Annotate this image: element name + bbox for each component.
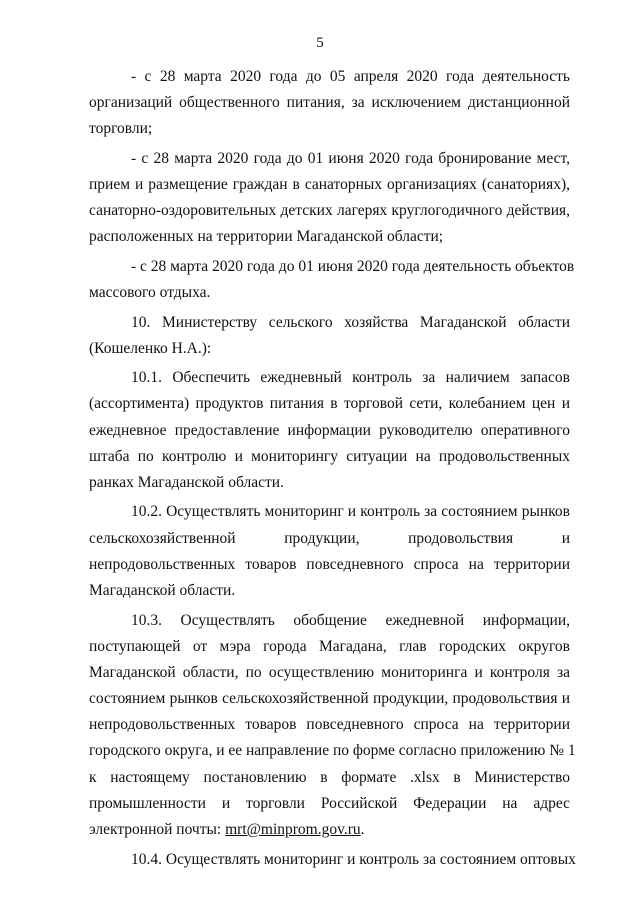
text-line: 10.1. Обеспечить ежедневный контроль за наличием запасов: [131, 369, 570, 387]
text-line: 10.2. Осуществлять мониторинг и контроль за состоянием рынков: [131, 503, 570, 521]
page-number: 5: [316, 35, 324, 51]
text-line: ранках Магаданской области.: [89, 474, 284, 491]
text-line: штаба по контролю и мониторингу ситуации на продовольственных: [89, 447, 570, 465]
text-line: непродовольственных товаров повседневного спроса на территории: [89, 555, 570, 573]
text-line: состоянием рынков сельскохозяйственной продукции, продовольствия и: [89, 690, 570, 708]
paragraph: [89, 146, 570, 251]
text-line: организаций общественного питания, за исключением дистанционной: [89, 94, 570, 112]
text-line: поступающей от мэра города Магадана, глав городских округов: [89, 637, 570, 655]
text-line: прием и размещение граждан в санаторных организациях (санаториях),: [89, 176, 570, 194]
paragraph: [89, 310, 570, 362]
paragraph: [89, 64, 570, 143]
text-line: непродовольственных товаров повседневного спроса на территории: [89, 716, 570, 734]
text-line: 10.3. Осуществлять обобщение ежедневной информации,: [131, 611, 570, 629]
email-link[interactable]: mrt@minprom.gov.ru: [225, 821, 361, 839]
text-line: - с 28 марта 2020 года до 05 апреля 2020 года деятельность: [131, 68, 570, 85]
text-line: городского округа, и ее направление по форме согласно приложению № 1: [89, 742, 576, 760]
text-line: электронной почты: mrt@minprom.gov.ru.: [89, 821, 365, 839]
paragraph: [89, 254, 575, 306]
text-line: Магаданской области, по осуществлению мониторинга и контроля за: [89, 663, 570, 681]
text-line: Магаданской области.: [89, 582, 236, 600]
text-line: - с 28 марта 2020 года до 01 июня 2020 года деятельность объектов: [131, 257, 575, 275]
text-line: (ассортимента) продуктов питания в торговой сети, колебанием цен и: [89, 395, 570, 413]
text-line: сельскохозяйственной продукции, продовольствия и: [89, 529, 570, 547]
paragraph: [89, 847, 576, 873]
text-line: торговли;: [89, 120, 153, 138]
paragraph: [89, 499, 570, 604]
text-line: санаторно-оздоровительных детских лагерях круглогодичного действия,: [89, 202, 570, 220]
text-line: 10. Министерству сельского хозяйства Магаданской области: [131, 313, 570, 331]
text-line: промышленности и торговли Российской Федерации на адрес: [89, 794, 570, 812]
text-line: к настоящему постановлению в формате .xlsx в Министерство: [89, 768, 570, 786]
text-line: ежедневное предоставление информации руководителю оперативного: [89, 421, 570, 439]
paragraph: [89, 365, 570, 496]
text-line: расположенных на территории Магаданской области;: [89, 228, 444, 246]
paragraph: [89, 608, 576, 844]
text-line: 10.4. Осуществлять мониторинг и контроль за состоянием оптовых: [131, 850, 576, 868]
punctuation: .: [360, 821, 365, 839]
document-body: [89, 64, 576, 876]
text-line: массового отдыха.: [89, 284, 211, 302]
text-line: - с 28 марта 2020 года до 01 июня 2020 года бронирование мест,: [131, 149, 570, 167]
text-line: (Кошеленко Н.А.):: [89, 339, 212, 357]
